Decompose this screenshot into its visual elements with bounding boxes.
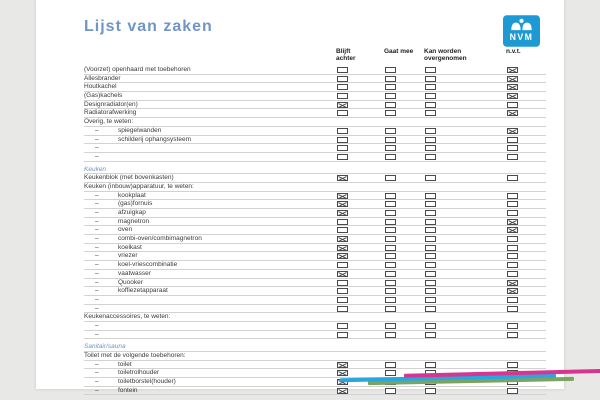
checkbox-nvt[interactable] [507,219,518,225]
row-dash-icon: – [95,243,99,251]
checkbox-nvt[interactable] [507,137,518,143]
checkbox-nvt[interactable] [507,288,518,294]
row-label: (Gas)kachels [84,92,123,100]
row-dash-icon: – [95,226,99,234]
row-dash-icon: – [95,269,99,277]
checkbox-blijft-achter[interactable] [337,145,348,151]
row-label: afzuigkap [118,209,146,216]
checkbox-kan-worden-overgenomen[interactable] [425,306,436,312]
section-header: Sanitair/sauna [84,343,546,352]
row-label: Quooker [118,278,143,286]
checkbox-nvt[interactable] [507,253,518,259]
checkbox-nvt[interactable] [507,210,518,216]
table-row [84,174,546,183]
table-row [84,313,546,322]
checkbox-gaat-mee[interactable] [385,236,396,242]
checkbox-nvt[interactable] [507,280,518,286]
checkbox-gaat-mee[interactable] [385,271,396,277]
checkbox-blijft-achter[interactable] [337,280,348,286]
checkbox-blijft-achter[interactable] [337,227,348,233]
row-dash-icon: – [95,191,99,199]
checkbox-gaat-mee[interactable] [385,201,396,207]
checkbox-nvt[interactable] [507,227,518,233]
table-row [84,331,546,340]
checkbox-kan-worden-overgenomen[interactable] [425,84,436,90]
table-row [84,192,546,201]
checkbox-blijft-achter[interactable] [337,137,348,143]
row-dash-icon: – [95,330,99,338]
checkbox-kan-worden-overgenomen[interactable] [425,102,436,108]
row-dash-icon: – [95,378,99,386]
row-label: toilet [118,360,132,368]
checkbox-nvt[interactable] [507,262,518,268]
checkbox-blijft-achter[interactable] [337,253,348,259]
row-label: koffiezetapparaat [118,287,168,295]
row-dash-icon: – [95,126,99,134]
column-header-kan-worden-overgenomen: Kan worden overgenomen [424,48,467,63]
table-header [84,48,546,66]
checkbox-blijft-achter[interactable] [337,128,348,134]
checkbox-nvt[interactable] [507,236,518,242]
checkbox-kan-worden-overgenomen[interactable] [425,76,436,82]
row-label: koelkast [118,243,142,251]
checkbox-gaat-mee[interactable] [385,280,396,286]
page-title: Lijst van zaken [84,18,213,35]
row-dash-icon: – [95,235,99,243]
row-label: Designradiator(en) [84,100,138,108]
checkbox-kan-worden-overgenomen[interactable] [425,128,436,134]
checkbox-blijft-achter[interactable] [337,236,348,242]
checkbox-kan-worden-overgenomen[interactable] [425,93,436,99]
checkbox-blijft-achter[interactable] [337,288,348,294]
checkbox-kan-worden-overgenomen[interactable] [425,297,436,303]
checkbox-blijft-achter[interactable] [337,306,348,312]
checkbox-nvt[interactable] [507,297,518,303]
checkbox-gaat-mee[interactable] [385,227,396,233]
checkbox-blijft-achter[interactable] [337,262,348,268]
row-label: Houtkachel [84,83,117,91]
row-dash-icon: – [95,209,99,216]
checkbox-kan-worden-overgenomen[interactable] [425,219,436,225]
row-label: koel-vriescombinatie [118,261,178,269]
checkbox-gaat-mee[interactable] [385,332,396,338]
checkbox-blijft-achter[interactable] [337,93,348,99]
table-row [84,144,546,153]
table-row [84,252,546,261]
row-label: spiegelwanden [118,126,162,134]
checkbox-kan-worden-overgenomen[interactable] [425,253,436,259]
table-row [84,75,546,84]
row-dash-icon: – [95,261,99,269]
checkbox-gaat-mee[interactable] [385,262,396,268]
column-header-gaat-mee: Gaat mee [384,48,414,55]
checkbox-gaat-mee[interactable] [385,76,396,82]
row-dash-icon: – [95,386,99,394]
table-row [84,183,546,192]
checkbox-kan-worden-overgenomen[interactable] [425,362,436,368]
table-row [84,361,546,370]
table-row [84,209,546,218]
checkbox-kan-worden-overgenomen[interactable] [425,280,436,286]
table-row [84,226,546,235]
checkbox-gaat-mee[interactable] [385,145,396,151]
checkbox-nvt[interactable] [507,93,518,99]
checkbox-gaat-mee[interactable] [385,84,396,90]
row-label: Toilet met de volgende toebehoren: [84,352,186,359]
table-row [84,101,546,110]
row-label: (Voorzet) openhaard met toebehoren [84,66,191,73]
checkbox-kan-worden-overgenomen[interactable] [425,288,436,294]
checkbox-kan-worden-overgenomen[interactable] [425,262,436,268]
table-body [84,66,546,395]
checkbox-blijft-achter[interactable] [337,102,348,108]
row-dash-icon: – [95,217,99,225]
checkbox-blijft-achter[interactable] [337,271,348,277]
checkbox-nvt[interactable] [507,193,518,199]
checkbox-gaat-mee[interactable] [385,245,396,251]
checkbox-nvt[interactable] [507,76,518,82]
checkbox-gaat-mee[interactable] [385,210,396,216]
checkbox-nvt[interactable] [507,128,518,134]
table-row [84,387,546,396]
checkbox-kan-worden-overgenomen[interactable] [425,227,436,233]
checkbox-kan-worden-overgenomen[interactable] [425,193,436,199]
checkbox-kan-worden-overgenomen[interactable] [425,201,436,207]
checkbox-gaat-mee[interactable] [385,306,396,312]
checkbox-blijft-achter[interactable] [337,362,348,368]
table-row [84,218,546,227]
checkbox-kan-worden-overgenomen[interactable] [425,67,436,73]
row-dash-icon: – [95,287,99,295]
checkbox-blijft-achter[interactable] [337,245,348,251]
row-dash-icon: – [95,144,99,152]
row-label: vaatwasser [118,269,151,277]
table-row [84,305,546,314]
table-row [84,287,546,296]
checkbox-nvt[interactable] [507,323,518,329]
table-row [84,127,546,136]
table-row [84,200,546,209]
checkbox-gaat-mee[interactable] [385,297,396,303]
row-dash-icon: – [95,369,99,377]
items-table [84,48,546,395]
row-label: Keukenaccessoires, te weten: [84,313,171,321]
checkbox-blijft-achter[interactable] [337,67,348,73]
checkbox-blijft-achter[interactable] [337,219,348,225]
checkbox-blijft-achter[interactable] [337,388,348,394]
checkbox-nvt[interactable] [507,201,518,207]
checkbox-kan-worden-overgenomen[interactable] [425,332,436,338]
table-row [84,352,546,361]
nvm-logo-dot [519,19,523,23]
row-label: fontein [118,386,138,394]
checkbox-kan-worden-overgenomen[interactable] [425,245,436,251]
document-page [36,0,564,394]
checkbox-nvt[interactable] [507,84,518,90]
row-dash-icon: – [95,152,99,160]
row-label: toiletrolhouder [118,369,160,377]
checkbox-gaat-mee[interactable] [385,154,396,160]
checkbox-blijft-achter[interactable] [337,201,348,207]
checkbox-nvt[interactable] [507,306,518,312]
checkbox-gaat-mee[interactable] [385,362,396,368]
checkbox-nvt[interactable] [507,110,518,116]
checkbox-nvt[interactable] [507,102,518,108]
checkbox-blijft-achter[interactable] [337,110,348,116]
row-label: combi-oven/combimagnetron [118,235,202,243]
table-row [84,235,546,244]
row-dash-icon: – [95,321,99,329]
checkbox-nvt[interactable] [507,67,518,73]
checkbox-gaat-mee[interactable] [385,193,396,199]
checkbox-gaat-mee[interactable] [385,388,396,394]
row-dash-icon: – [95,295,99,303]
row-label: oven [118,226,133,234]
checkbox-kan-worden-overgenomen[interactable] [425,110,436,116]
checkbox-gaat-mee[interactable] [385,93,396,99]
checkbox-kan-worden-overgenomen[interactable] [425,236,436,242]
row-label: Overig, te weten: [84,118,134,126]
checkbox-kan-worden-overgenomen[interactable] [425,154,436,160]
row-dash-icon: – [95,304,99,312]
table-row [84,153,546,162]
checkbox-gaat-mee[interactable] [385,128,396,134]
checkbox-nvt[interactable] [507,175,518,181]
table-row [84,296,546,305]
row-dash-icon: – [95,135,99,143]
checkbox-kan-worden-overgenomen[interactable] [425,145,436,151]
checkbox-kan-worden-overgenomen[interactable] [425,388,436,394]
row-label: vriezer [118,252,138,260]
checkbox-blijft-achter[interactable] [337,84,348,90]
checkbox-blijft-achter[interactable] [337,76,348,82]
checkbox-nvt[interactable] [507,332,518,338]
checkbox-blijft-achter[interactable] [337,323,348,329]
checkbox-nvt[interactable] [507,271,518,277]
row-dash-icon: – [95,252,99,260]
column-header-blijft-achter: Blijft achter [336,48,356,63]
row-label: (gas)fornuis [118,200,153,208]
checkbox-kan-worden-overgenomen[interactable] [425,210,436,216]
table-row [84,322,546,331]
checkbox-blijft-achter[interactable] [337,297,348,303]
table-row [84,279,546,288]
table-row [84,136,546,145]
checkbox-blijft-achter[interactable] [337,193,348,199]
row-label: toiletborstel(houder) [118,378,176,386]
checkbox-blijft-achter[interactable] [337,210,348,216]
table-row [84,118,546,127]
checkbox-kan-worden-overgenomen[interactable] [425,175,436,181]
checkbox-gaat-mee[interactable] [385,67,396,73]
checkbox-blijft-achter[interactable] [337,332,348,338]
checkbox-nvt[interactable] [507,145,518,151]
checkbox-kan-worden-overgenomen[interactable] [425,323,436,329]
row-label: Keukenblok (met bovenkasten) [84,174,174,182]
table-row [84,83,546,92]
checkbox-gaat-mee[interactable] [385,137,396,143]
checkbox-gaat-mee[interactable] [385,219,396,225]
checkbox-gaat-mee[interactable] [385,370,396,376]
table-row [84,66,546,75]
row-label: schilderij ophangsysteem [118,135,191,143]
table-row [84,109,546,118]
checkbox-nvt[interactable] [507,362,518,368]
row-dash-icon: – [95,360,99,368]
table-row [84,244,546,253]
checkbox-gaat-mee[interactable] [385,288,396,294]
checkbox-blijft-achter[interactable] [337,154,348,160]
section-header: Keuken [84,166,546,175]
row-dash-icon: – [95,200,99,208]
checkbox-kan-worden-overgenomen[interactable] [425,271,436,277]
row-label: Radiatorafwerking [84,109,137,117]
checkbox-kan-worden-overgenomen[interactable] [425,137,436,143]
nvm-logo [503,15,540,47]
row-label: kookplaat [118,191,146,199]
checkbox-gaat-mee[interactable] [385,110,396,116]
checkbox-gaat-mee[interactable] [385,323,396,329]
nvm-logo-text: NVM [509,32,534,43]
table-row [84,92,546,101]
row-label: Allesbrander [84,74,121,82]
row-label: magnetron [118,217,150,225]
checkbox-blijft-achter[interactable] [337,370,348,376]
row-label: Keuken (inbouw)apparatuur, te weten: [84,182,194,190]
checkbox-nvt[interactable] [507,154,518,160]
checkbox-nvt[interactable] [507,388,518,394]
table-row [84,261,546,270]
checkbox-gaat-mee[interactable] [385,175,396,181]
row-dash-icon: – [95,278,99,286]
column-header-nvt: n.v.t. [506,48,521,55]
checkbox-gaat-mee[interactable] [385,253,396,259]
table-row [84,270,546,279]
checkbox-nvt[interactable] [507,245,518,251]
checkbox-gaat-mee[interactable] [385,102,396,108]
checkbox-blijft-achter[interactable] [337,175,348,181]
